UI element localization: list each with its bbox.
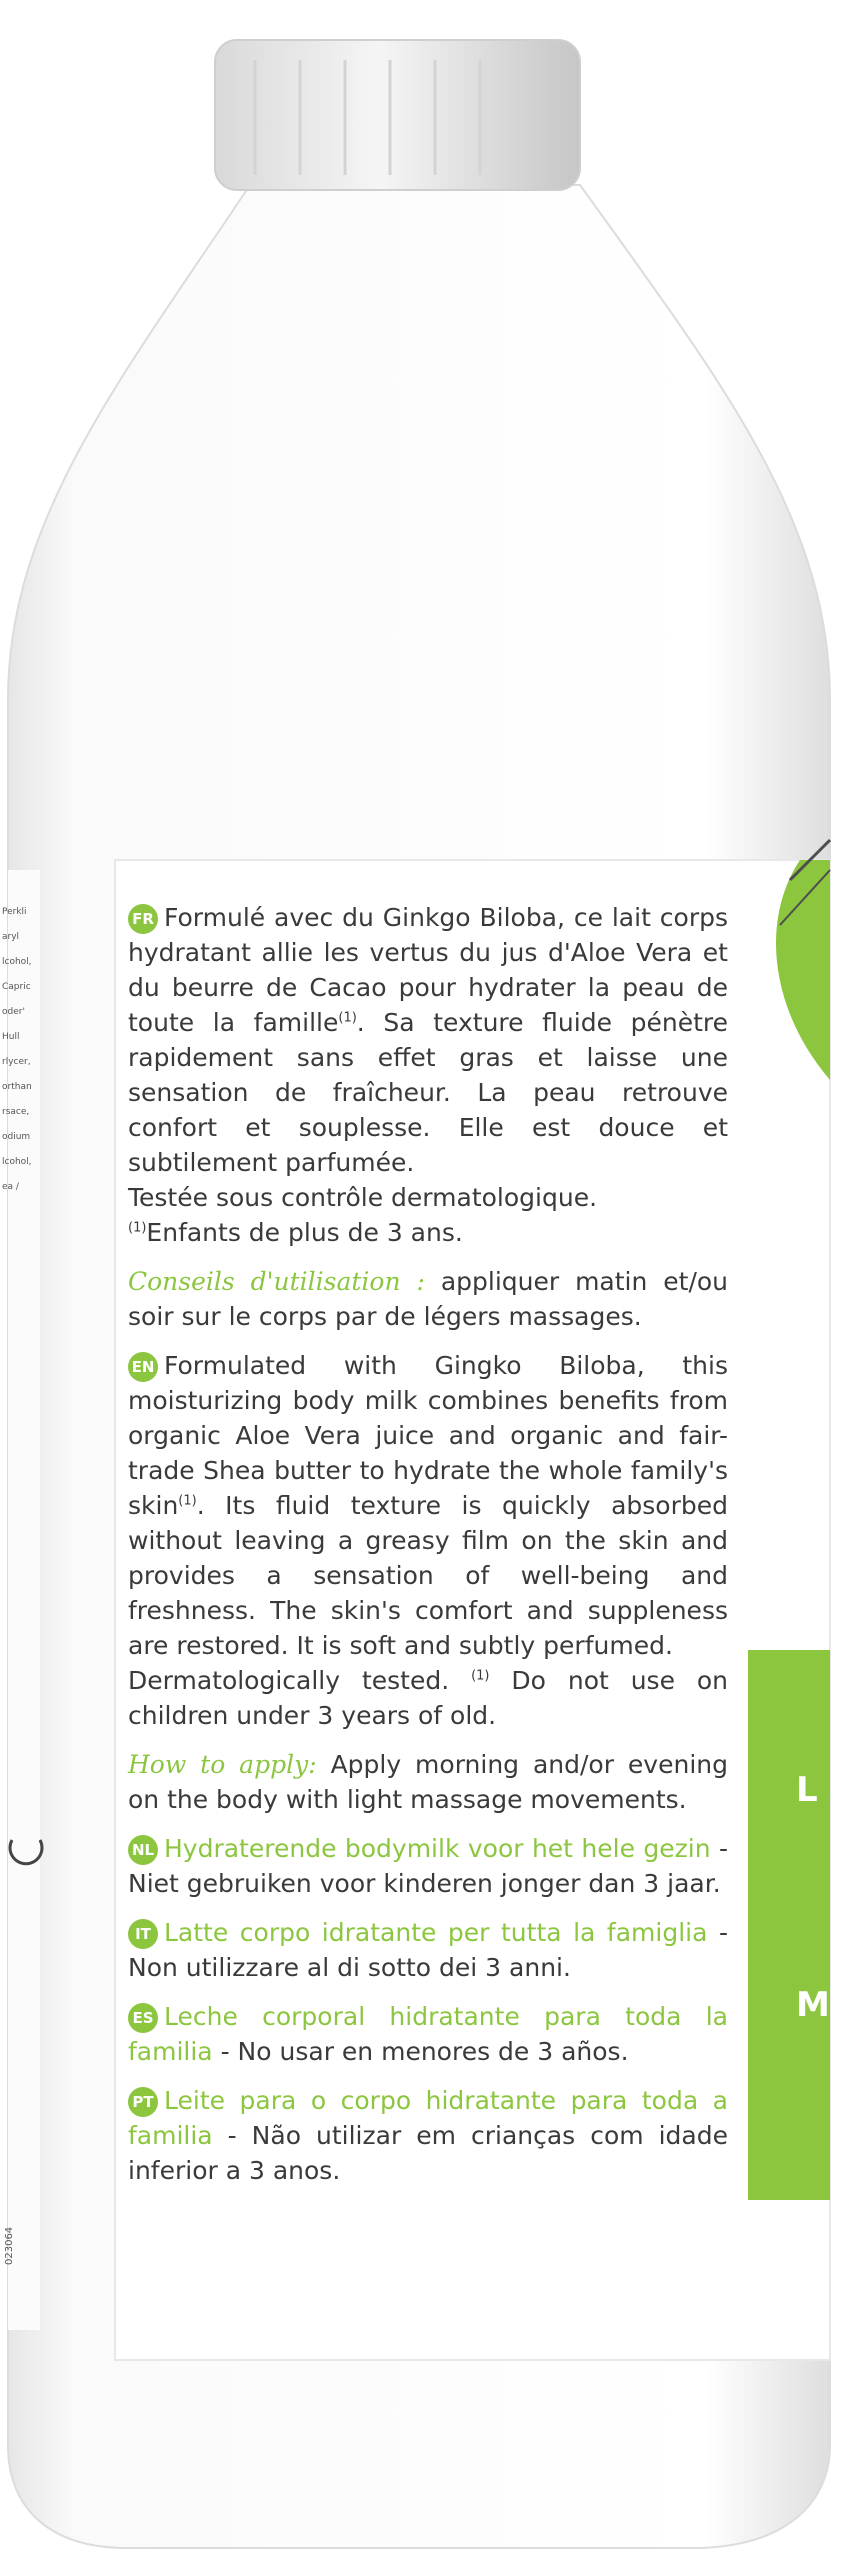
pt-text: - Não utilizar em crianças com idade inferior a 3 anos.	[128, 2121, 728, 2185]
fr-note: (1)	[338, 1010, 357, 1026]
en-usage-text: Apply morning and/or evening on the body with light massage movements.	[128, 1750, 728, 1814]
edge-line: lcohol,	[2, 1157, 32, 1167]
left-edge-text	[2, 900, 32, 1200]
fr-usage-text: appliquer matin et/ou soir sur le corps par de légers massages.	[128, 1267, 729, 1331]
es-text: - No usar en menores de 3 años.	[212, 2037, 629, 2066]
it-description	[128, 1915, 728, 1985]
edge-line: aryl	[2, 932, 20, 942]
it-title: Latte corpo idratante per tutta la famiglia	[164, 1918, 708, 1947]
edge-line: rsace,	[2, 1107, 30, 1117]
fr-usage-title: Conseils d'utilisation :	[128, 1267, 425, 1296]
en-badge: EN	[128, 1352, 158, 1382]
pt-badge: PT	[128, 2087, 158, 2117]
nl-badge: NL	[128, 1835, 158, 1865]
en-tested: Dermatologically tested.	[128, 1666, 450, 1695]
batch-code: 023064	[4, 2226, 15, 2265]
edge-line: rlycer,	[2, 1057, 31, 1067]
right-label-letter: L	[796, 1770, 818, 1810]
fr-badge: FR	[128, 904, 158, 934]
fr-footnote-mark: (1)	[128, 1220, 147, 1236]
nl-text: - Niet gebruiken voor kinderen jonger dan 3 jaar.	[128, 1834, 729, 1898]
en-footnote-mark: (1)	[471, 1668, 490, 1684]
fr-text-1: Formulé avec du Ginkgo Biloba, ce lait corps hydratant allie les vertus du jus d'Aloe Vera et du beurre de Cacao pour hydrater la peau de toute la famille	[128, 903, 728, 1037]
fr-text-2: . Sa texture fluide pénètre rapidement sans effet gras et laisse une sensation de fraîcheur. La peau retrouve confort et souplesse. Elle est douce et subtilement parfumée.	[128, 1008, 728, 1177]
label-text	[128, 900, 728, 2202]
it-badge: IT	[128, 1919, 158, 1949]
edge-line: Hull	[2, 1032, 20, 1042]
en-footnote: Do not use on children under 3 years of old.	[128, 1666, 728, 1730]
en-usage-title: How to apply:	[128, 1750, 317, 1779]
right-label-letter: M	[796, 1985, 830, 2025]
fr-tested: Testée sous contrôle dermatologique.	[128, 1183, 598, 1212]
pt-description	[128, 2083, 728, 2188]
fr-description	[128, 900, 728, 1250]
green-band	[748, 1650, 830, 2200]
es-description	[128, 1999, 728, 2069]
edge-line: Capric	[2, 982, 31, 992]
edge-line: ea /	[2, 1182, 19, 1192]
edge-line: Perkli	[2, 907, 27, 917]
edge-line: orthan	[2, 1082, 32, 1092]
en-usage	[128, 1747, 728, 1817]
en-description	[128, 1348, 728, 1733]
edge-line: odium	[2, 1132, 31, 1142]
edge-line: lcohol,	[2, 957, 32, 967]
pt-title: Leite para o corpo hidratante para toda a familia	[128, 2086, 728, 2150]
it-text: - Non utilizzare al di sotto dei 3 anni.	[128, 1918, 729, 1982]
es-badge: ES	[128, 2003, 158, 2033]
en-text-1: Formulated with Gingko Biloba, this moisturizing body milk combines benefits from organic Aloe Vera juice and organic and fair-trade Shea butter to hydrate the whole family's skin	[128, 1351, 728, 1520]
es-title: Leche corporal hidratante para toda la familia	[128, 2002, 728, 2066]
fr-usage	[128, 1264, 728, 1334]
nl-title: Hydraterende bodymilk voor het hele gezin	[164, 1834, 711, 1863]
edge-line: oder'	[2, 1007, 25, 1017]
nl-description	[128, 1831, 728, 1901]
fr-footnote: Enfants de plus de 3 ans.	[146, 1218, 463, 1247]
en-text-2: . Its fluid texture is quickly absorbed without leaving a greasy film on the skin and provides a sensation of well-being and freshness. The skin's comfort and suppleness are restored. It is soft and subtly perfumed.	[128, 1491, 728, 1660]
en-note: (1)	[178, 1493, 197, 1509]
